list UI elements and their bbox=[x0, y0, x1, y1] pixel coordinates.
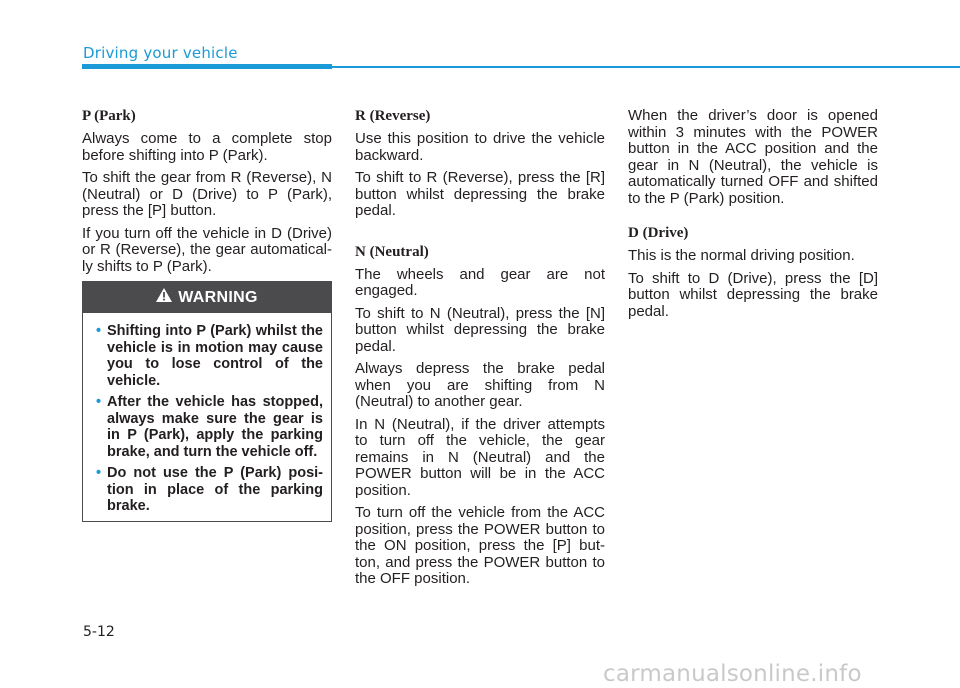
neutral-paragraph: Always depress the brake pedal when you are shifting from N (Neutral) to another gear. bbox=[355, 360, 605, 410]
neutral-paragraph: To turn off the vehicle from the ACC position, press the POWER button to the ON position, press the [P] but-ton, and press the POWER button to the OFF position. bbox=[355, 504, 605, 587]
reverse-heading: R (Reverse) bbox=[355, 108, 431, 124]
neutral-paragraph: The wheels and gear are not engaged. bbox=[355, 265, 605, 299]
column-park bbox=[82, 108, 332, 281]
neutral-paragraph: In N (Neutral), if the driver attempts to turn off the vehicle, the gear remains in N (Neutral) and the POWER button will be in the ACC position. bbox=[355, 415, 605, 499]
neutral-paragraph: To shift to N (Neutral), press the [N] button whilst depressing the brake pedal. bbox=[355, 304, 605, 355]
warning-list bbox=[83, 313, 331, 515]
header-rule-thin bbox=[332, 66, 960, 68]
section-gap bbox=[355, 226, 605, 244]
warning-header bbox=[83, 282, 331, 313]
neutral-heading: N (Neutral) bbox=[355, 243, 429, 260]
park-heading: P (Park) bbox=[82, 108, 136, 124]
section-title: Driving your vehicle bbox=[83, 44, 238, 62]
column-drive bbox=[628, 108, 878, 326]
park-paragraph: Always come to a complete stop before shifting into P (Park). bbox=[82, 130, 332, 164]
column-reverse-neutral bbox=[355, 108, 605, 594]
warning-item bbox=[97, 465, 323, 515]
header-rule-thick bbox=[82, 64, 332, 69]
bullet-icon: • bbox=[96, 323, 102, 339]
bullet-icon: • bbox=[96, 394, 102, 410]
warning-item-text: After the vehicle has stopped, always make sure the gear is in P (Park), apply the parking brake, and turn the vehicle off. bbox=[107, 394, 323, 460]
warning-box bbox=[82, 281, 332, 522]
warning-triangle-icon bbox=[156, 288, 172, 307]
warning-item bbox=[97, 323, 323, 389]
park-paragraph: If you turn off the vehicle in D (Drive) or R (Reverse), the gear automatical-ly shifts to P (Park). bbox=[82, 224, 332, 275]
watermark: carmanualsonline.info bbox=[603, 661, 862, 687]
drive-heading: D (Drive) bbox=[628, 225, 689, 241]
reverse-paragraph: To shift to R (Reverse), press the [R] button whilst depressing the brake pedal. bbox=[355, 169, 605, 219]
warning-item-text: Do not use the P (Park) posi-tion in place of the parking brake. bbox=[107, 465, 323, 514]
drive-paragraph: This is the normal driving position. bbox=[628, 247, 855, 264]
neutral-continuation-paragraph: When the driver’s door is opened within 3 minutes with the POWER button in the ACC position and the gear in N (Neutral), the vehicle is automatically turned OFF and shifted to the P (Park) position. bbox=[628, 107, 878, 207]
warning-title: WARNING bbox=[178, 288, 258, 306]
park-paragraph: To shift the gear from R (Reverse), N (Neutral) or D (Drive) to P (Park), press the [P] button. bbox=[82, 169, 332, 219]
drive-paragraph: To shift to D (Drive), press the [D] button whilst depressing the brake pedal. bbox=[628, 269, 878, 320]
section-gap bbox=[628, 207, 878, 225]
page-number: 5-12 bbox=[83, 624, 115, 640]
bullet-icon: • bbox=[96, 465, 102, 481]
reverse-paragraph: Use this position to drive the vehicle backward. bbox=[355, 130, 605, 164]
warning-item-text: Shifting into P (Park) whilst the vehicle is in motion may cause you to lose control of the vehicle. bbox=[107, 323, 323, 389]
warning-item bbox=[97, 394, 323, 460]
